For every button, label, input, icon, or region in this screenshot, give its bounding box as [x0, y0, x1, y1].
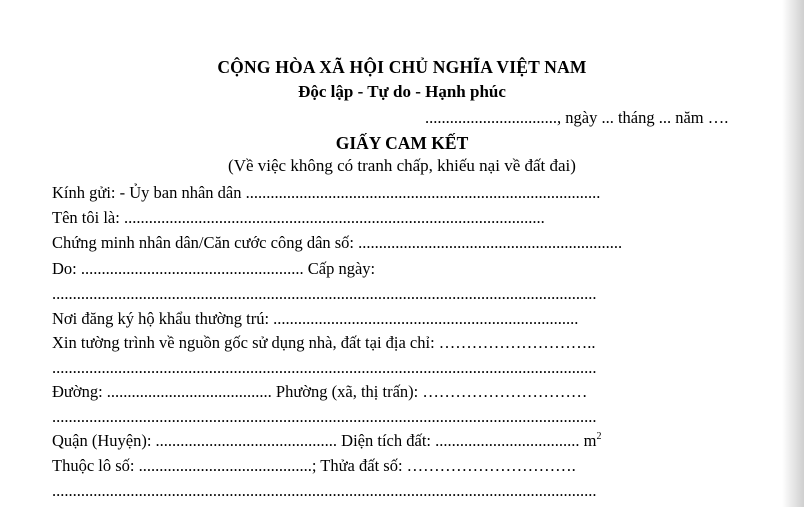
document-subtitle: (Về việc không có tranh chấp, khiếu nại về đất đai) — [228, 156, 576, 175]
recipient-line: Kính gửi: - Ủy ban nhân dân ...................................................................................... — [52, 183, 601, 202]
name-line: Tên tôi là: ...................................................................................................... — [52, 208, 545, 227]
blank-line: .................................................................................................................................... — [52, 407, 597, 426]
district-area-line — [52, 431, 601, 451]
district-area-text: Quận (Huyện): ............................................ Diện tích đất: ................................... m — [52, 431, 597, 450]
area-unit-superscript: 2 — [596, 431, 602, 442]
blank-line: .................................................................................................................................... — [52, 358, 597, 377]
street-ward-line: Đường: ........................................ Phường (xã, thị trấn): ………………………… — [52, 382, 588, 401]
issued-by-line: Do: ...................................................... Cấp ngày: — [52, 259, 376, 278]
page-edge-shadow — [782, 0, 804, 507]
date-line: ................................, ngày ... tháng ... năm …. — [425, 108, 729, 127]
national-title: CỘNG HÒA XÃ HỘI CHỦ NGHĨA VIỆT NAM — [217, 57, 587, 77]
blank-line: .................................................................................................................................... — [52, 284, 597, 303]
lot-parcel-line: Thuộc lô số: ..........................................; Thửa đất số: …………………………. — [52, 456, 576, 475]
blank-line: .................................................................................................................................... — [52, 481, 597, 500]
residence-line: Nơi đăng ký hộ khẩu thường trú: .......................................................................... — [52, 309, 579, 328]
motto: Độc lập - Tự do - Hạnh phúc — [298, 82, 506, 101]
id-number-line: Chứng minh nhân dân/Căn cước công dân số: ................................................................ — [52, 233, 623, 252]
origin-address-line: Xin tường trình về nguồn gốc sử dụng nhà, đất tại địa chỉ: ……………………….. — [52, 333, 596, 352]
document-title: GIẤY CAM KẾT — [335, 133, 469, 153]
